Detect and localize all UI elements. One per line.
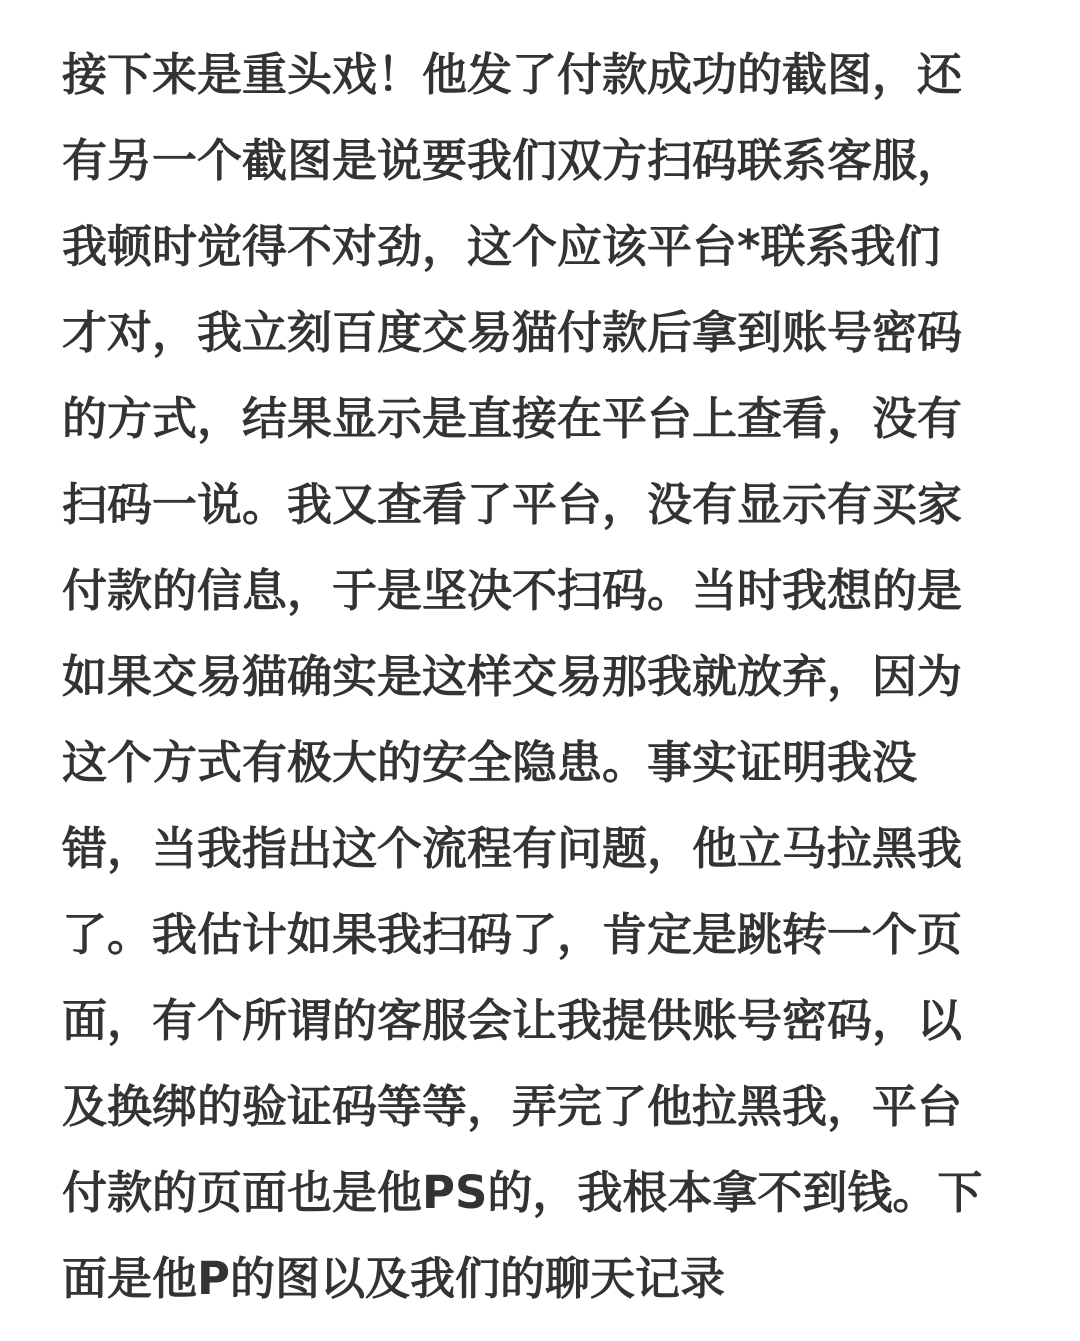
text-line: 付款的信息，于是坚决不扫码。当时我想的是 <box>62 564 963 617</box>
text-line: 我顿时觉得不对劲，这个应该平台*联系我们 <box>62 220 941 273</box>
text-line: 付款的页面也是他PS的，我根本拿不到钱。下 <box>62 1166 983 1219</box>
text-line: 有另一个截图是说要我们双方扫码联系客服， <box>62 134 963 187</box>
text-line: 如果交易猫确实是这样交易那我就放弃，因为 <box>62 650 963 703</box>
text-line: 接下来是重头戏！他发了付款成功的截图，还 <box>62 48 963 101</box>
text-line: 面是他P的图以及我们的聊天记录 <box>62 1252 725 1305</box>
text-line: 这个方式有极大的安全隐患。事实证明我没 <box>62 736 918 789</box>
text-line: 面，有个所谓的客服会让我提供账号密码，以 <box>62 994 963 1047</box>
article-body <box>62 32 1022 1322</box>
text-line: 了。我估计如果我扫码了，肯定是跳转一个页 <box>62 908 963 961</box>
text-line: 错，当我指出这个流程有问题，他立马拉黑我 <box>62 822 963 875</box>
text-line: 才对，我立刻百度交易猫付款后拿到账号密码 <box>62 306 963 359</box>
text-line: 扫码一说。我又查看了平台，没有显示有买家 <box>62 478 963 531</box>
text-line: 及换绑的验证码等等，弄完了他拉黑我，平台 <box>62 1080 963 1133</box>
text-line: 的方式，结果显示是直接在平台上查看，没有 <box>62 392 963 445</box>
